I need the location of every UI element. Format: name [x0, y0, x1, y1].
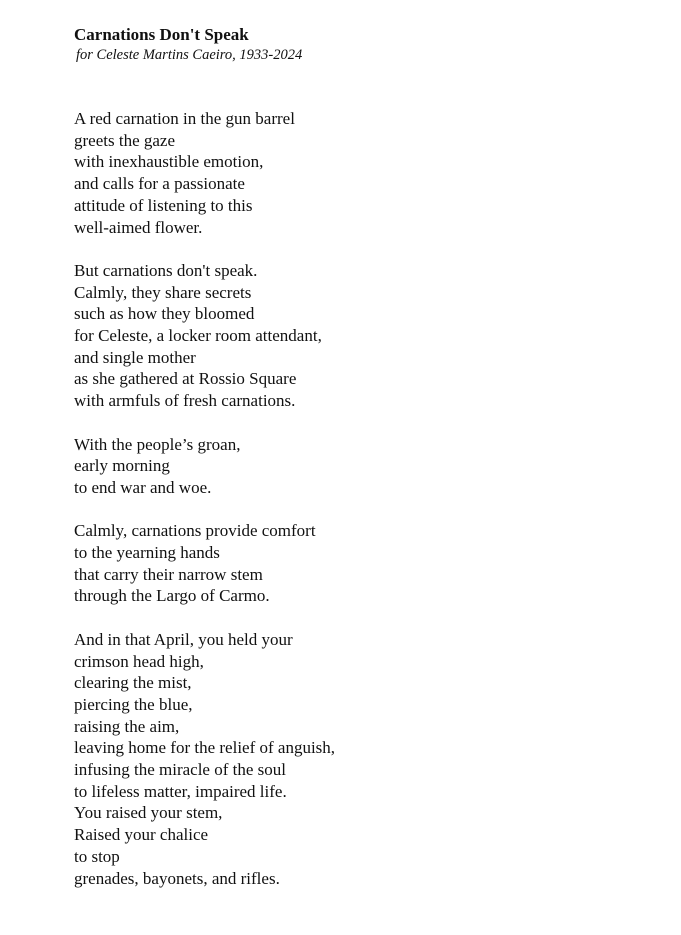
stanza-4	[74, 520, 654, 607]
poem-line: crimson head high,	[74, 651, 204, 671]
poem-line: to lifeless matter, impaired life.	[74, 781, 287, 801]
poem-line: as she gathered at Rossio Square	[74, 369, 297, 389]
poem-line: for Celeste, a locker room attendant,	[74, 326, 322, 346]
poem-line: grenades, bayonets, and rifles.	[74, 868, 280, 888]
poem-line: A red carnation in the gun barrel	[74, 109, 295, 128]
stanza-2	[74, 260, 654, 412]
poem-line: Calmly, they share secrets	[74, 282, 252, 302]
poem-body	[74, 108, 654, 889]
poem-line: greets the gaze	[74, 130, 175, 150]
poem-line: Calmly, carnations provide comfort	[74, 521, 316, 541]
poem-line: and single mother	[74, 347, 196, 367]
poem-line: With the people’s groan,	[74, 434, 241, 454]
poem-line: to end war and woe.	[74, 477, 212, 497]
poem-line: And in that April, you held your	[74, 629, 293, 649]
poem-line: leaving home for the relief of anguish,	[74, 738, 336, 758]
poem-line: well-aimed flower.	[74, 217, 203, 237]
poem-line: with inexhaustible emotion,	[74, 152, 264, 172]
poem-title: Carnations Don't Speak	[74, 25, 249, 44]
stanza-3	[74, 434, 654, 499]
poem-line: piercing the blue,	[74, 694, 193, 714]
poem-line: attitude of listening to this	[74, 195, 253, 215]
poem-line: infusing the miracle of the soul	[74, 760, 286, 780]
poem-line: and calls for a passionate	[74, 174, 245, 194]
poem-line: such as how they bloomed	[74, 304, 255, 324]
poem-line: You raised your stem,	[74, 803, 223, 823]
poem-line: early morning	[74, 456, 170, 476]
poem-line: Raised your chalice	[74, 825, 209, 845]
poem-line: through the Largo of Carmo.	[74, 586, 270, 606]
stanza-5	[74, 629, 654, 889]
stanza-1	[74, 108, 654, 238]
poem-line: raising the aim,	[74, 716, 180, 736]
poem-line: to stop	[74, 846, 120, 866]
poem-page	[74, 25, 654, 889]
poem-line: that carry their narrow stem	[74, 564, 263, 584]
poem-line: to the yearning hands	[74, 543, 220, 563]
poem-line: clearing the mist,	[74, 673, 192, 693]
poem-dedication: for Celeste Martins Caeiro, 1933-2024	[76, 47, 303, 63]
poem-line: with armfuls of fresh carnations.	[74, 391, 296, 411]
poem-line: But carnations don't speak.	[74, 260, 258, 280]
